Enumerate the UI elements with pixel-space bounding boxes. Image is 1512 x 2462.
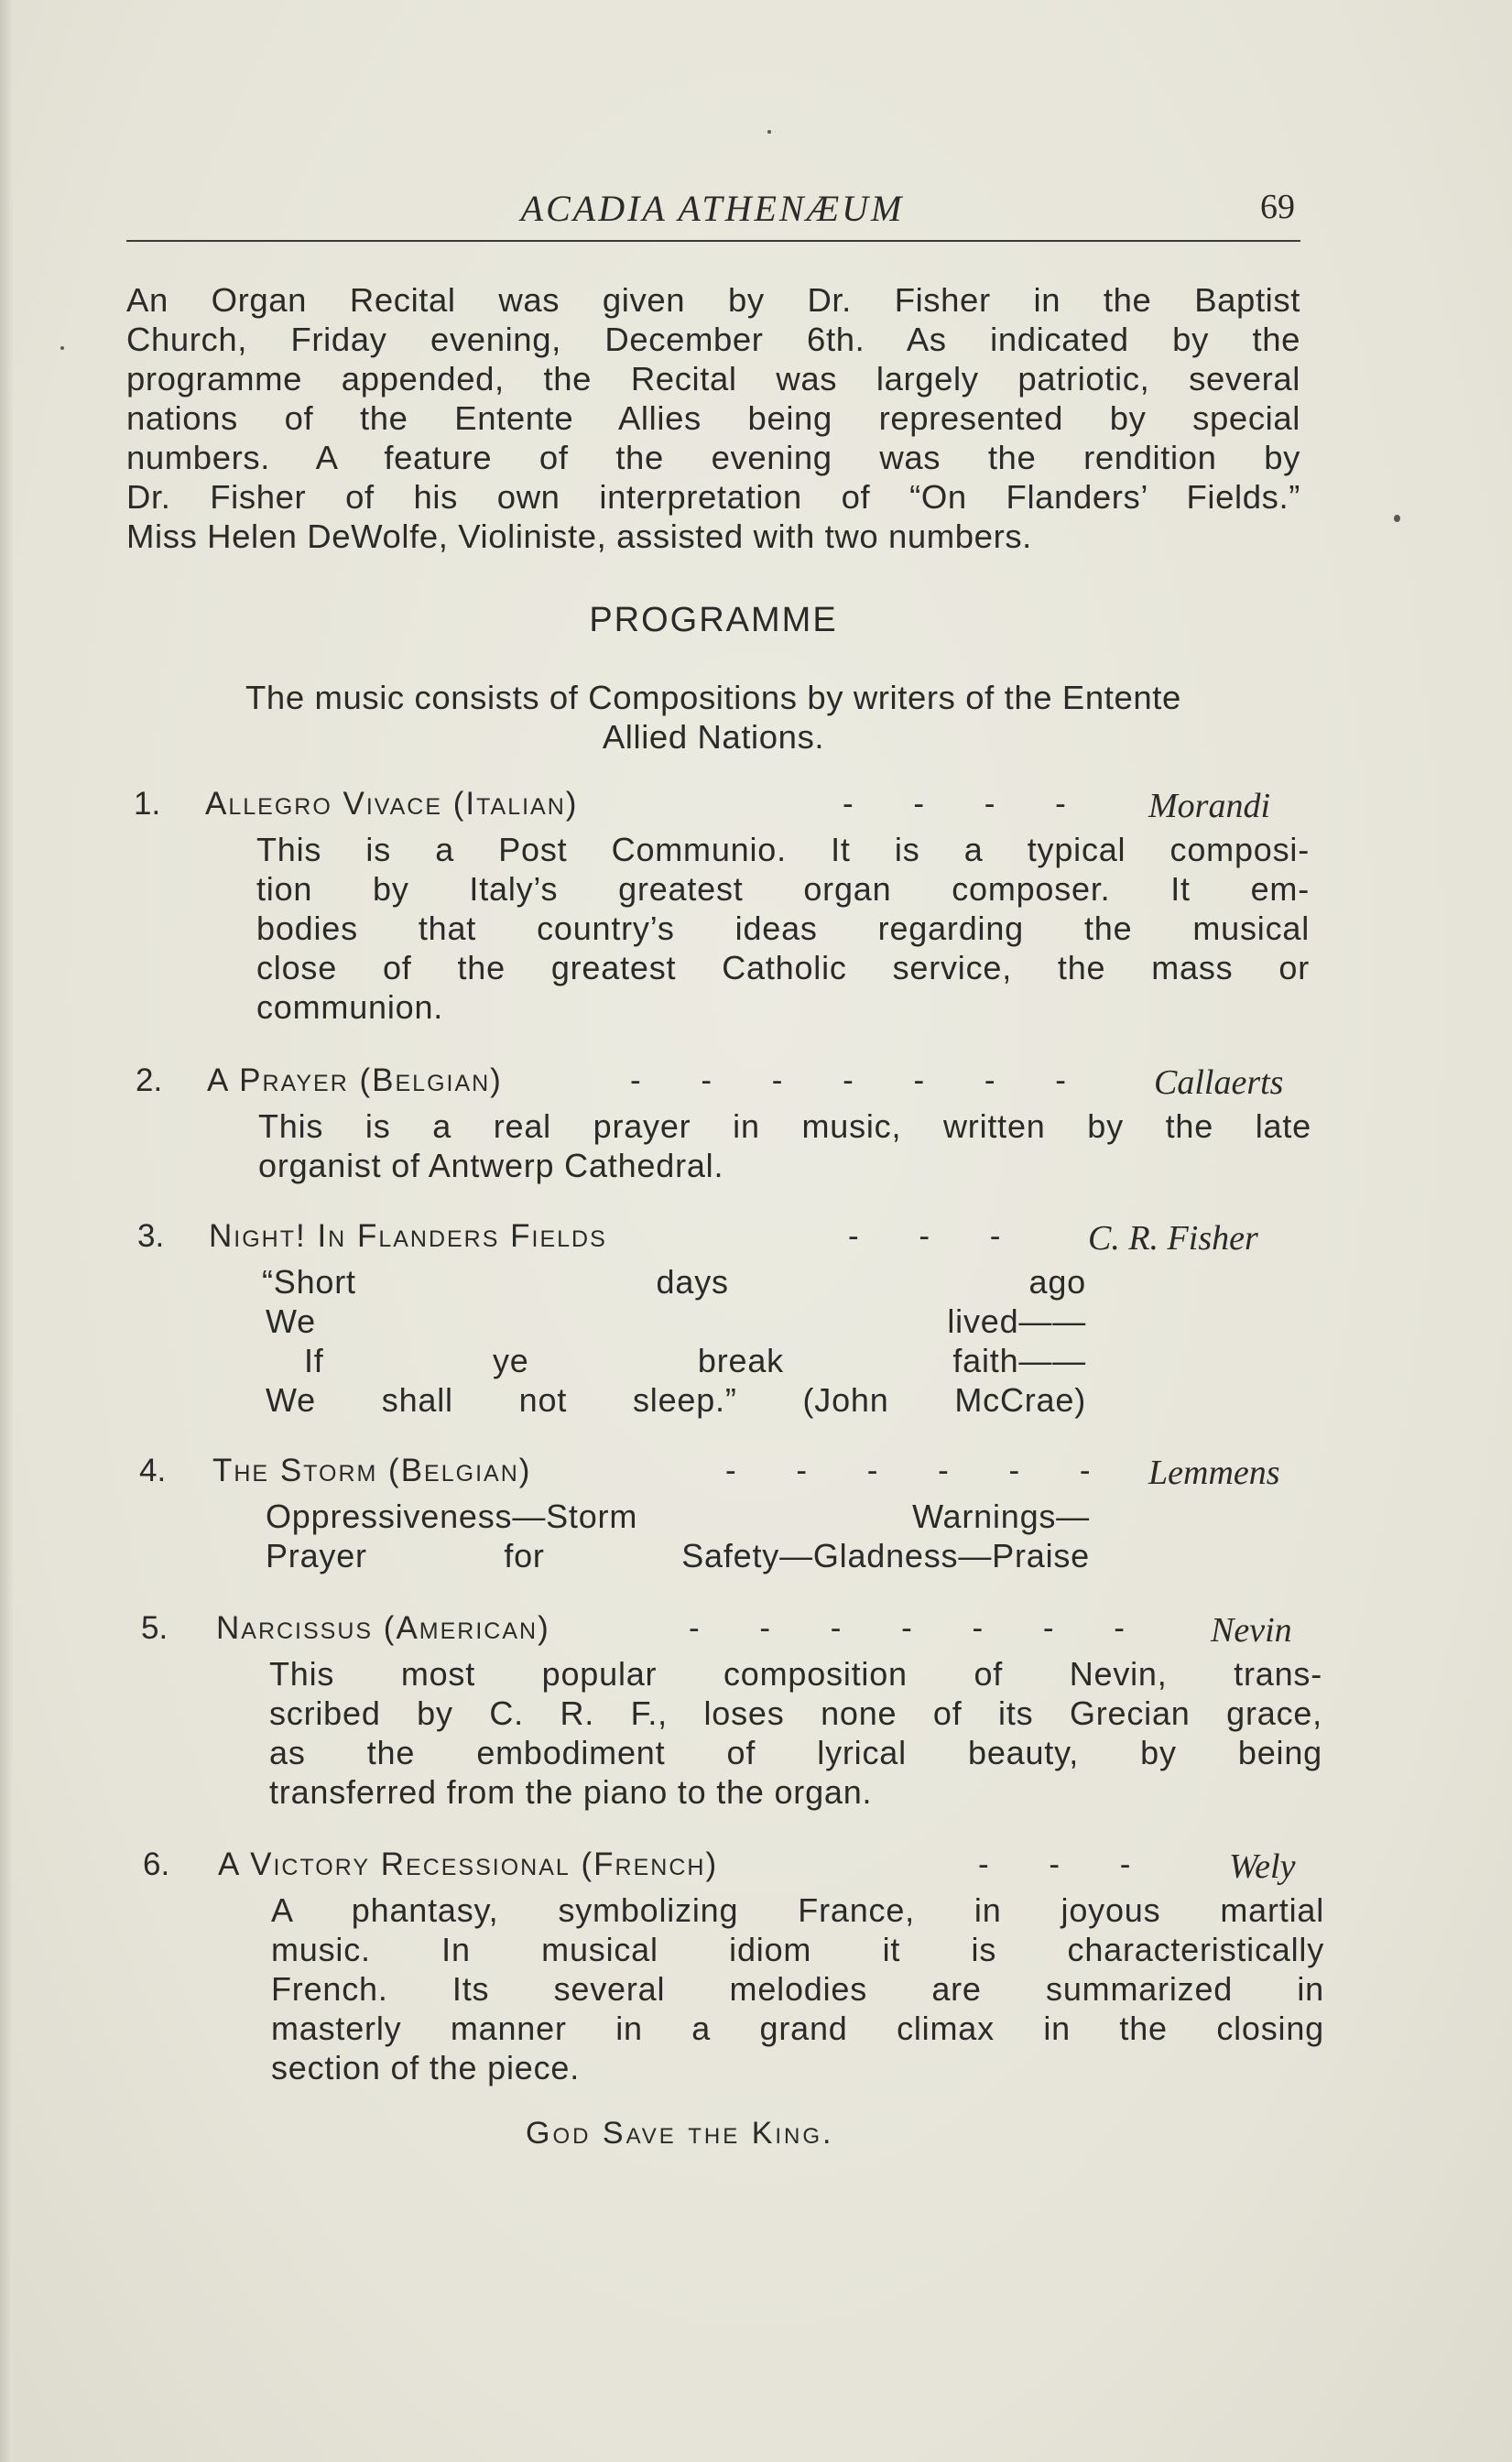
description-line: scribed by C. R. F., loses none of its Grecian grace, — [269, 1694, 1322, 1732]
header-rule — [126, 240, 1300, 242]
verse-line: We lived—— — [266, 1302, 1086, 1340]
verse-line: We shall not sleep.” (John McCrae) — [266, 1381, 1086, 1419]
description-line: communion. — [256, 988, 444, 1026]
item-title-text: The Storm (Belgian) — [212, 1453, 532, 1488]
item-leader-dashes: - - - - — [843, 786, 1092, 822]
intro-paragraph — [126, 280, 1300, 556]
intro-line: Miss Helen DeWolfe, Violiniste, assisted with two numbers. — [126, 517, 1032, 555]
description-line: A phantasy, symbolizing France, in joyous martial — [271, 1891, 1324, 1929]
item-title-text: A Prayer (Belgian) — [207, 1062, 503, 1098]
item-number: 4. — [139, 1453, 167, 1488]
intro-line: Dr. Fisher of his own interpretation of “On Flanders’ Fields.” — [126, 478, 1300, 516]
running-head: ACADIA ATHENÆUM — [520, 188, 905, 229]
subheading-line: Allied Nations. — [602, 718, 825, 756]
item-title-text: A Victory Recessional (French) — [218, 1846, 719, 1882]
description-line: This most popular composition of Nevin, trans- — [269, 1655, 1322, 1693]
intro-line: programme appended, the Recital was largely patriotic, several — [126, 360, 1300, 398]
programme-subheading — [126, 678, 1300, 757]
item-composer: Callaerts — [1154, 1063, 1284, 1102]
item-title — [216, 1610, 550, 1647]
item-title — [218, 1846, 718, 1883]
item-description — [258, 1106, 1311, 1185]
item-number: 2. — [136, 1062, 163, 1098]
item-number: 3. — [137, 1218, 165, 1254]
description-line: masterly manner in a grand climax in the closing — [271, 2010, 1324, 2047]
item-title-text: Night! In Flanders Fields — [209, 1218, 607, 1254]
item-description — [271, 1890, 1324, 2087]
item-number: 5. — [141, 1610, 169, 1646]
verse-line: If ye break faith—— — [304, 1342, 1086, 1379]
item-composer: C. R. Fisher — [1088, 1219, 1258, 1258]
description-line: music. In musical idiom it is characteristically — [271, 1931, 1324, 1968]
page-spine-edge — [0, 0, 13, 2462]
item-description — [256, 830, 1310, 1027]
item-leader-dashes: - - - - - - — [725, 1453, 1116, 1488]
item-composer: Nevin — [1211, 1611, 1292, 1650]
intro-line: numbers. A feature of the evening was the rendition by — [126, 439, 1300, 476]
closing-line: God Save the King. — [526, 2116, 834, 2151]
item-composer: Wely — [1229, 1847, 1296, 1886]
item-leader-dashes: - - - - - - - — [630, 1062, 1092, 1098]
item-leader-dashes: - - - - - - - — [689, 1610, 1150, 1646]
page-number: 69 — [1260, 188, 1295, 226]
verse-line: Prayer for Safety—Gladness—Praise — [266, 1537, 1090, 1574]
item-description — [269, 1654, 1322, 1812]
item-title — [207, 1062, 503, 1099]
description-line: This is a Post Communio. It is a typical composi- — [256, 831, 1310, 868]
description-line: section of the piece. — [271, 2049, 581, 2086]
description-line: French. Its several melodies are summarized in — [271, 1970, 1324, 2008]
item-title — [209, 1218, 607, 1255]
description-line: This is a real prayer in music, written by the late — [258, 1107, 1311, 1145]
item-leader-dashes: - - - — [978, 1846, 1157, 1882]
page-header — [126, 181, 1299, 236]
item-title — [205, 786, 578, 822]
paper-speck — [767, 130, 771, 134]
item-verse — [266, 1497, 1090, 1575]
item-title-text: Allegro Vivace (Italian) — [205, 786, 579, 822]
item-number: 1. — [134, 786, 161, 822]
description-line: bodies that country’s ideas regarding the musical — [256, 910, 1310, 947]
paper-speck — [1394, 515, 1400, 522]
item-leader-dashes: - - - — [848, 1218, 1027, 1254]
item-composer: Lemmens — [1148, 1454, 1280, 1492]
subheading-line: The music consists of Compositions by writers of the Entente — [245, 679, 1181, 716]
item-composer: Morandi — [1148, 787, 1270, 825]
intro-line: nations of the Entente Allies being represented by special — [126, 399, 1300, 437]
paper-speck — [60, 346, 64, 350]
description-line: tion by Italy’s greatest organ composer. It em- — [256, 870, 1310, 908]
description-line: organist of Antwerp Cathedral. — [258, 1147, 724, 1184]
verse-line: “Short days ago — [262, 1263, 1086, 1301]
item-title — [212, 1453, 531, 1489]
description-line: as the embodiment of lyrical beauty, by being — [269, 1734, 1322, 1771]
intro-line: Church, Friday evening, December 6th. As indicated by the — [126, 321, 1300, 358]
description-line: transferred from the piano to the organ. — [269, 1773, 873, 1811]
item-title-text: Narcissus (American) — [216, 1610, 550, 1646]
item-verse — [262, 1262, 1086, 1420]
item-number: 6. — [143, 1846, 170, 1882]
description-line: close of the greatest Catholic service, the mass or — [256, 949, 1310, 986]
verse-line: Oppressiveness—Storm Warnings— — [266, 1498, 1090, 1535]
intro-line: An Organ Recital was given by Dr. Fisher in the Baptist — [126, 281, 1300, 319]
programme-heading: PROGRAMME — [589, 601, 838, 639]
